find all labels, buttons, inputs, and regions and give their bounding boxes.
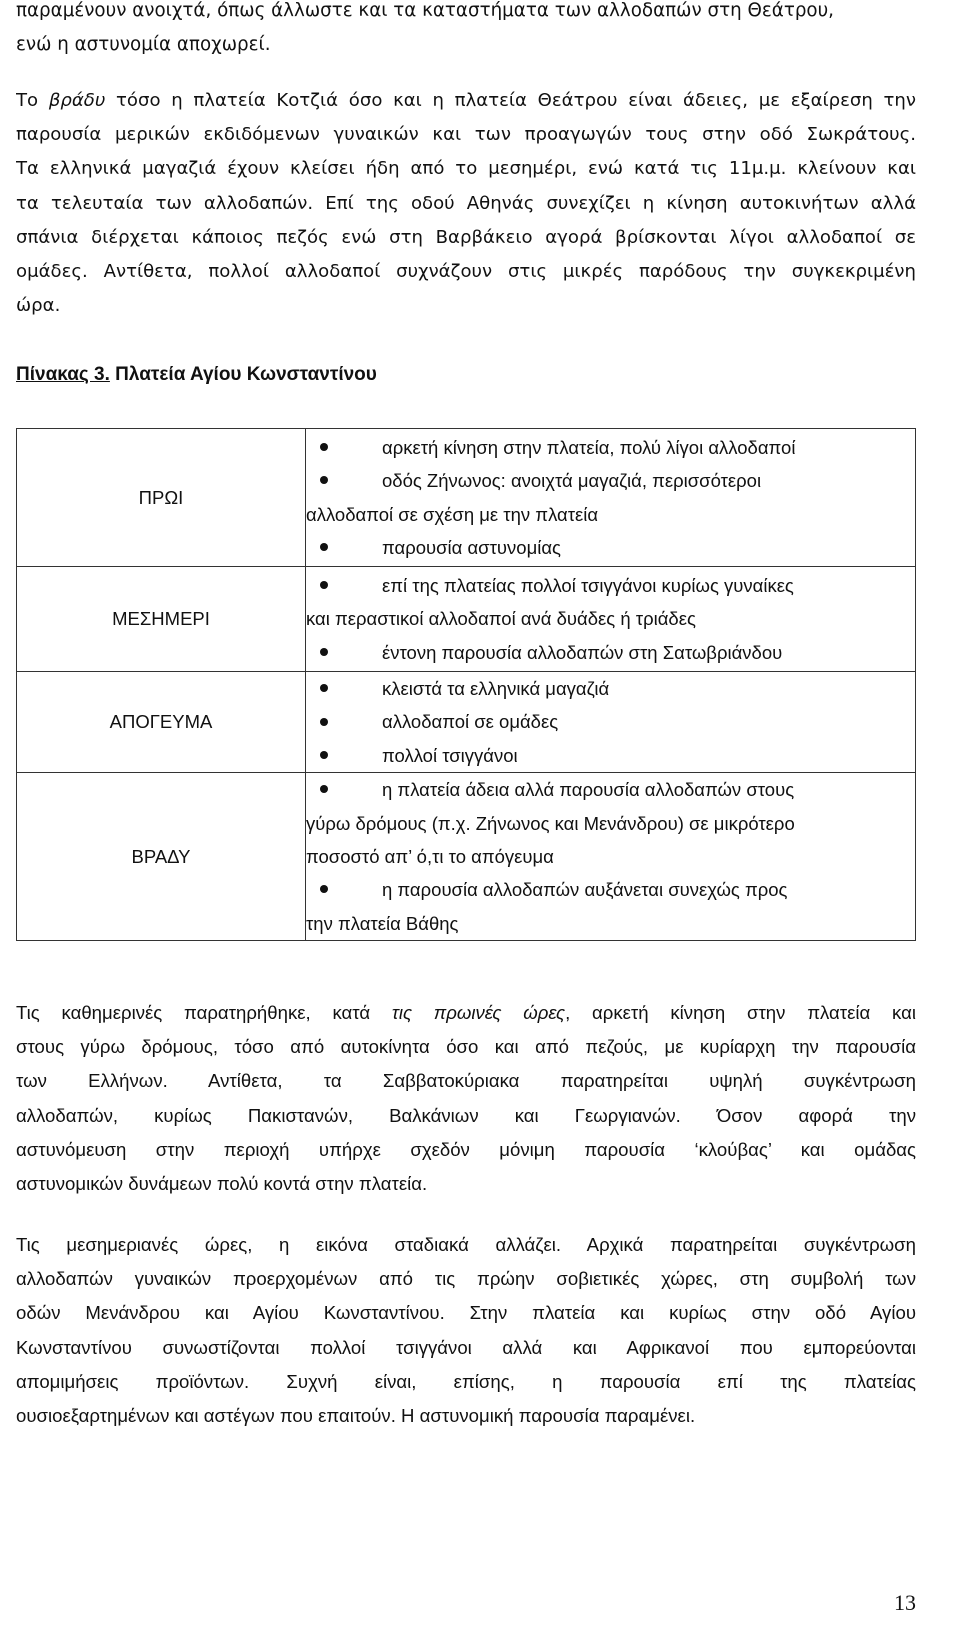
bullet-item: [306, 569, 915, 602]
bullet-item: [306, 773, 915, 806]
text-line: απομιμήσεις προϊόντων. Συχνή είναι, επίσης, η παρουσία επί της πλατείας: [16, 1370, 916, 1392]
note-text: η πλατεία άδεια αλλά παρουσία αλλοδαπών στους: [382, 779, 795, 801]
bullet-item: [306, 705, 915, 738]
table-row: [17, 773, 916, 941]
text-line: ομάδες. Αντίθετα, πολλοί αλλοδαποί συχνάζουν στις μικρές παρόδους την συγκεκριμένη: [16, 260, 916, 282]
notes-cell: [306, 567, 916, 672]
note-text: πολλοί τσιγγάνοι: [382, 744, 518, 766]
text-line: αστυνομικών δυνάμεων πολύ κοντά στην πλατεία.: [16, 1172, 428, 1194]
bullet-item: [306, 431, 915, 464]
continuation-line: [306, 840, 915, 873]
bullet-icon: [320, 648, 328, 656]
continuation-line: [306, 807, 915, 840]
note-text: έντονη παρουσία αλλοδαπών στη Σατωβριάνδου: [382, 641, 783, 663]
table-row: [17, 672, 916, 773]
text-line: Τα ελληνικά μαγαζιά έχουν κλείσει ήδη από το μεσημέρι, ενώ κατά τις 11μ.μ. κλείνουν και: [16, 158, 916, 180]
table-label: Πίνακας 3.: [16, 364, 110, 385]
bullet-icon: [320, 476, 328, 484]
bullet-item: [306, 464, 915, 497]
text-line: σπάνια διέρχεται κάποιος πεζός ενώ στη Βαρβάκειο αγορά βρίσκονται λίγοι αλλοδαποί σε: [16, 226, 916, 248]
continuation-line: [306, 498, 915, 531]
text-line: αστυνόμευση στην περιοχή υπήρχε σχεδόν μόνιμη παρουσία ‘κλούβας’ και ομάδας: [16, 1138, 916, 1160]
bullet-icon: [320, 785, 328, 793]
note-text: ποσοστό απ’ ό,τι το απόγευμα: [306, 845, 554, 867]
note-text: αλλοδαποί σε ομάδες: [382, 711, 559, 733]
bullet-item: [306, 672, 915, 705]
text-line: στους γύρω δρόμους, τόσο από αυτοκίνητα όσο και από πεζούς, με κυρίαρχη την παρουσία: [16, 1036, 916, 1058]
note-text: η παρουσία αλλοδαπών αυξάνεται συνεχώς προς: [382, 879, 788, 901]
text-line: παραμένουν ανοιχτά, όπως άλλωστε και τα καταστήματα των αλλοδαπών στη Θεάτρου,: [16, 0, 834, 21]
intro-paragraph: [16, 0, 916, 62]
bullet-item: [306, 739, 915, 772]
notes-cell: [306, 773, 916, 941]
note-text: οδός Ζήνωνος: ανοιχτά μαγαζιά, περισσότεροι: [382, 470, 762, 492]
period-cell: ΜΕΣΗΜΕΡΙ: [17, 567, 306, 672]
text-line: οδών Μενάνδρου και Αγίου Κωνσταντίνου. Στην πλατεία και κυρίως στην οδό Αγίου: [16, 1302, 916, 1324]
bullet-item: [306, 531, 915, 564]
table-row: [17, 429, 916, 567]
period-cell: ΑΠΟΓΕΥΜΑ: [17, 672, 306, 773]
emphasis: τις πρωινές ώρες: [391, 1002, 566, 1023]
observation-table: [16, 428, 916, 941]
note-text: και περαστικοί αλλοδαποί ανά δυάδες ή τριάδες: [306, 608, 696, 630]
text-line: αλλοδαπών γυναικών προερχομένων από τις πρώην σοβιετικές χώρες, στη συμβολή των: [16, 1268, 916, 1290]
note-text: αρκετή κίνηση στην πλατεία, πολύ λίγοι αλλοδαποί: [382, 436, 796, 458]
continuation-line: [306, 602, 915, 635]
note-text: επί της πλατείας πολλοί τσιγγάνοι κυρίως γυναίκες: [382, 574, 794, 596]
table-row: [17, 567, 916, 672]
period-cell: ΒΡΑΔΥ: [17, 773, 306, 941]
note-text: αλλοδαποί σε σχέση με την πλατεία: [306, 503, 599, 525]
text-line: Τις καθημερινές παρατηρήθηκε, κατά τις πρωινές ώρες, αρκετή κίνηση στην πλατεία και: [16, 1002, 916, 1023]
note-text: γύρω δρόμους (π.χ. Ζήνωνος και Μενάνδρου) σε μικρότερο: [306, 812, 795, 834]
weekday-paragraph: [16, 996, 916, 1201]
note-text: παρουσία αστυνομίας: [382, 536, 561, 558]
bullet-item: [306, 873, 915, 906]
table-heading: [16, 360, 377, 390]
text-line: παρουσία μερικών εκδιδόμενων γυναικών και των προαγωγών τους στην οδό Σωκράτους.: [16, 124, 916, 146]
evening-paragraph: [16, 84, 916, 323]
note-text: την πλατεία Βάθης: [306, 912, 459, 934]
page-number: 13: [894, 1590, 916, 1615]
text-line: Τις μεσημεριανές ώρες, η εικόνα σταδιακά αλλάζει. Αρχικά παρατηρείται συγκέντρωση: [16, 1234, 916, 1255]
bullet-icon: [320, 543, 328, 551]
emphasis: βράδυ: [48, 90, 106, 111]
text-line: αλλοδαπών, κυρίως Πακιστανών, Βαλκάνιων και Γεωργιανών. Όσον αφορά την: [16, 1104, 916, 1126]
bullet-icon: [320, 581, 328, 589]
text-line: Το βράδυ τόσο η πλατεία Κοτζιά όσο και η πλατεία Θεάτρου είναι άδειες, με εξαίρεση την: [16, 90, 916, 111]
midday-paragraph: [16, 1228, 916, 1433]
bullet-icon: [320, 885, 328, 893]
notes-cell: [306, 429, 916, 567]
table-title: Πλατεία Αγίου Κωνσταντίνου: [109, 364, 377, 385]
note-text: κλειστά τα ελληνικά μαγαζιά: [382, 678, 610, 699]
bullet-icon: [320, 718, 328, 726]
text-line: τα τελευταία των αλλοδαπών. Επί της οδού Αθηνάς συνεχίζει η κίνηση αυτοκινήτων αλλά: [16, 192, 916, 214]
bullet-item: [306, 636, 915, 669]
text-line: ενώ η αστυνομία αποχωρεί.: [16, 34, 271, 56]
text-line: ουσιοεξαρτημένων και αστέγων που επαιτούν. Η αστυνομική παρουσία παραμένει.: [16, 1404, 696, 1426]
notes-cell: [306, 672, 916, 773]
bullet-icon: [320, 443, 328, 451]
text-line: των Ελλήνων. Αντίθετα, τα Σαββατοκύριακα παρατηρείται υψηλή συγκέντρωση: [16, 1070, 916, 1092]
text-line: Κωνσταντίνου συνωστίζονται πολλοί τσιγγάνοι αλλά και Αφρικανοί που εμπορεύονται: [16, 1336, 916, 1358]
continuation-line: [306, 907, 915, 940]
bullet-icon: [320, 751, 328, 759]
bullet-icon: [320, 684, 328, 692]
period-cell: ΠΡΩΙ: [17, 429, 306, 567]
text-line: ώρα.: [16, 295, 61, 317]
